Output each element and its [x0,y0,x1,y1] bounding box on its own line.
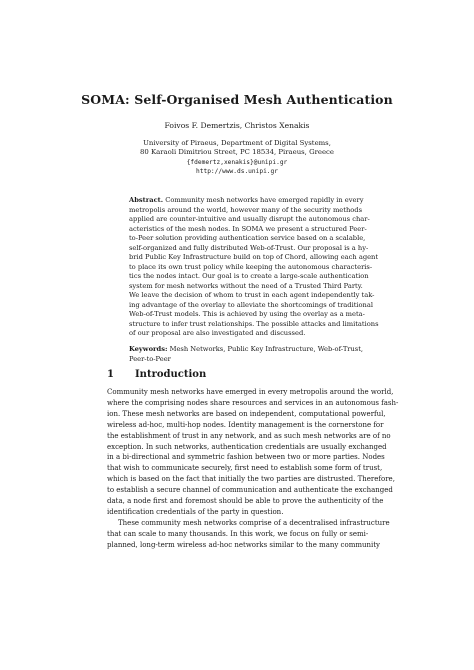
keywords-label: Keywords: [129,345,168,353]
body-line: where the comprising nodes share resources and services in an autonomous fash- [107,398,399,407]
body-line: ion. These mesh networks are based on independent, computational powerful, [107,409,386,418]
abstract-line: We leave the decision of whom to trust in each agent independently tak- [129,291,375,299]
abstract-line: metropolis around the world, however many of the security methods [129,205,362,214]
body-line: the establishment of trust in any network, and as such mesh networks are of no [107,431,391,440]
body-line: These community mesh networks comprise of a decentralised infrastructure [118,518,390,527]
section-heading [107,369,206,380]
abstract-line: applied are counter-intuitive and usually disrupt the autonomous char- [129,215,370,223]
keywords-line: Peer-to-Peer [129,354,171,363]
paper-authors: Foivos F. Demertzis, Christos Xenakis [164,121,310,130]
body-line: wireless ad-hoc, multi-hop nodes. Identity management is the cornerstone for [107,420,384,429]
affiliation-university: University of Piraeus, Department of Digital Systems, [143,139,331,147]
paper-title: SOMA: Self-Organised Mesh Authentication [81,92,393,107]
abstract [129,196,379,339]
affiliation-url[interactable]: http://www.ds.unipi.gr [196,168,278,176]
affiliation-email: {fdemertz,xenakis}@unipi.gr [186,158,288,166]
abstract-label: Abstract. [129,196,164,204]
abstract-line: to place its own trust policy while keeping the autonomous characteris- [129,262,373,271]
abstract-line: structure to infer trust relationships. The possible attacks and limitations [129,319,379,328]
affiliation-address: 80 Karaoli Dimitriou Street, PC 18534, Piraeus, Greece [140,148,334,157]
abstract-line: self-organized and fully distributed Web-of-Trust. Our proposal is a hy- [129,243,369,252]
affiliation-block [0,139,474,177]
abstract-line: Web-of-Trust models. This is achieved by using the overlay as a meta- [129,310,365,318]
abstract-line: acteristics of the mesh nodes. In SOMA we present a structured Peer- [129,224,367,233]
abstract-line: of our proposal are also investigated and discussed. [129,329,306,337]
body-line: Community mesh networks have emerged in every metropolis around the world, [107,388,394,396]
abstract-line: tics the nodes intact. Our goal is to create a large-scale authentication [129,272,369,280]
body-line: which is based on the fact that initially the two parties are distrusted. Therefore, [107,475,395,484]
keywords [129,345,364,364]
abstract-line: ing advantage of the overlay to alleviate the shortcomings of traditional [129,300,373,309]
body-line: that wish to communicate securely, first need to establish some form of trust, [107,464,383,473]
body-line: in a bi-directional and symmetric fashion between two or more parties. Nodes [107,453,385,462]
body-line: data, a node first and foremost should be able to prove the authenticity of the [107,497,384,506]
body-line: identification credentials of the party in question. [107,507,284,516]
section-number: 1 [107,369,114,380]
abstract-line: to-Peer solution providing authentication service based on a scalable, [129,234,366,242]
keywords-line: Keywords: Mesh Networks, Public Key Infrastructure, Web-of-Trust, [129,345,364,353]
abstract-line: Abstract. Community mesh networks have emerged rapidly in every [129,196,364,204]
abstract-line: system for mesh networks without the need of a Trusted Third Party. [129,281,363,290]
intro-text [107,387,399,551]
body-line: that can scale to many thousands. In this work, we focus on fully or semi- [107,529,369,538]
body-line: planned, long-term wireless ad-hoc networks similar to the many community [107,540,380,549]
body-line: to establish a secure channel of communication and authenticate the exchanged [107,486,393,495]
section-title: Introduction [135,369,207,380]
body-line: exception. In such networks, authentication credentials are usually exchanged [107,442,387,451]
abstract-line: brid Public Key Infrastructure build on top of Chord, allowing each agent [129,253,379,261]
